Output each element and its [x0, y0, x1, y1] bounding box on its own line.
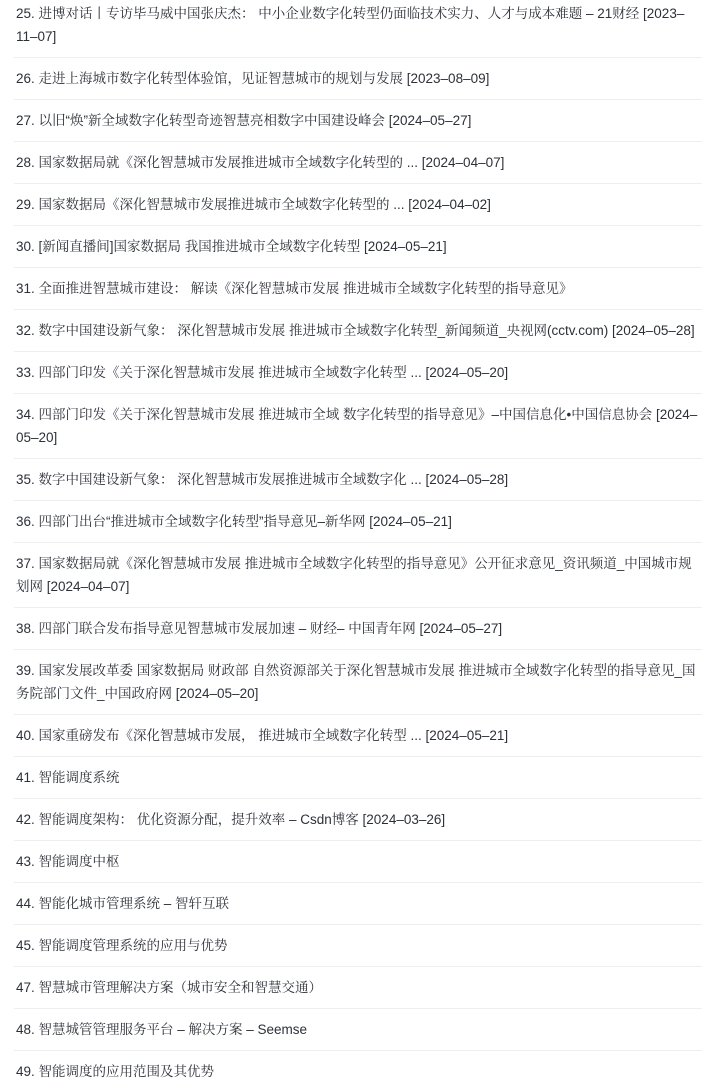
list-item[interactable] [14, 0, 702, 58]
list-item[interactable] [14, 268, 702, 310]
list-item-text: 44. 智能化城市管理系统 – 智轩互联 [16, 896, 230, 911]
list-item-text: 32. 数字中国建设新气象： 深化智慧城市发展 推进城市全域数字化转型_新闻频道_央视网(cctv.com) [2024–05–28] [16, 323, 695, 338]
list-item-text: 49. 智能调度的应用范围及其优势 [16, 1064, 215, 1079]
list-item-text: 27. 以旧“焕”新全域数字化转型奇迹智慧亮相数字中国建设峰会 [2024–05–27] [16, 113, 472, 128]
list-item-text: 30. [新闻直播间]国家数据局 我国推进城市全域数字化转型 [2024–05–21] [16, 239, 447, 254]
list-item-text: 43. 智能调度中枢 [16, 854, 120, 869]
list-item[interactable] [14, 757, 702, 799]
list-item[interactable] [14, 715, 702, 757]
list-item[interactable] [14, 58, 702, 100]
list-item[interactable] [14, 925, 702, 967]
list-item[interactable] [14, 543, 702, 608]
list-item-text: 42. 智能调度架构： 优化资源分配，提升效率 – Csdn博客 [2024–03–26] [16, 812, 446, 827]
list-item[interactable] [14, 967, 702, 1009]
list-item[interactable] [14, 352, 702, 394]
list-item-text: 28. 国家数据局就《深化智慧城市发展推进城市全域数字化转型的 ... [2024–04–07] [16, 155, 505, 170]
list-item[interactable] [14, 650, 702, 715]
list-item[interactable] [14, 883, 702, 925]
list-item-text: 39. 国家发展改革委 国家数据局 财政部 自然资源部关于深化智慧城市发展 推进城市全域数字化转型的指导意见_国务院部门文件_中国政府网 [2024–05–20] [16, 663, 696, 701]
list-item[interactable] [14, 799, 702, 841]
list-item-text: 34. 四部门印发《关于深化智慧城市发展 推进城市全域 数字化转型的指导意见》–中国信息化•中国信息协会 [2024–05–20] [16, 407, 698, 445]
list-item[interactable] [14, 226, 702, 268]
list-item[interactable] [14, 142, 702, 184]
list-item[interactable] [14, 394, 702, 459]
list-item-text: 40. 国家重磅发布《深化智慧城市发展， 推进城市全域数字化转型 ... [2024–05–21] [16, 728, 509, 743]
list-item-text: 33. 四部门印发《关于深化智慧城市发展 推进城市全域数字化转型 ... [2024–05–20] [16, 365, 509, 380]
list-item-text: 26. 走进上海城市数字化转型体验馆，见证智慧城市的规划与发展 [2023–08–09] [16, 71, 490, 86]
list-item-text: 45. 智能调度管理系统的应用与优势 [16, 938, 228, 953]
list-item-text: 31. 全面推进智慧城市建设： 解读《深化智慧城市发展 推进城市全域数字化转型的指导意见》 [16, 281, 573, 296]
list-item-text: 36. 四部门出台“推进城市全域数字化转型”指导意见–新华网 [2024–05–21] [16, 514, 452, 529]
list-item-text: 37. 国家数据局就《深化智慧城市发展 推进城市全域数字化转型的指导意见》公开征求意见_资讯频道_中国城市规划网 [2024–04–07] [16, 556, 692, 594]
list-item[interactable] [14, 310, 702, 352]
list-item-text: 38. 四部门联合发布指导意见智慧城市发展加速 – 财经– 中国青年网 [2024–05–27] [16, 621, 503, 636]
list-item[interactable] [14, 1051, 702, 1092]
list-item[interactable] [14, 184, 702, 226]
list-item[interactable] [14, 100, 702, 142]
list-item[interactable] [14, 501, 702, 543]
list-item-text: 41. 智能调度系统 [16, 770, 120, 785]
list-item-text: 47. 智慧城市管理解决方案（城市安全和智慧交通） [16, 980, 323, 995]
list-item-text: 25. 进博对话丨专访毕马威中国张庆杰： 中小企业数字化转型仍面临技术实力、人才与成本难题 – 21财经 [2023–11–07] [16, 6, 685, 44]
list-item-text: 48. 智慧城管管理服务平台 – 解决方案 – Seemse [16, 1022, 308, 1037]
list-item-text: 29. 国家数据局《深化智慧城市发展推进城市全域数字化转型的 ... [2024–04–02] [16, 197, 491, 212]
list-item[interactable] [14, 459, 702, 501]
list-item[interactable] [14, 1009, 702, 1051]
list-item-text: 35. 数字中国建设新气象： 深化智慧城市发展推进城市全域数字化 ... [2024–05–28] [16, 472, 509, 487]
list-item[interactable] [14, 841, 702, 883]
list-item[interactable] [14, 608, 702, 650]
